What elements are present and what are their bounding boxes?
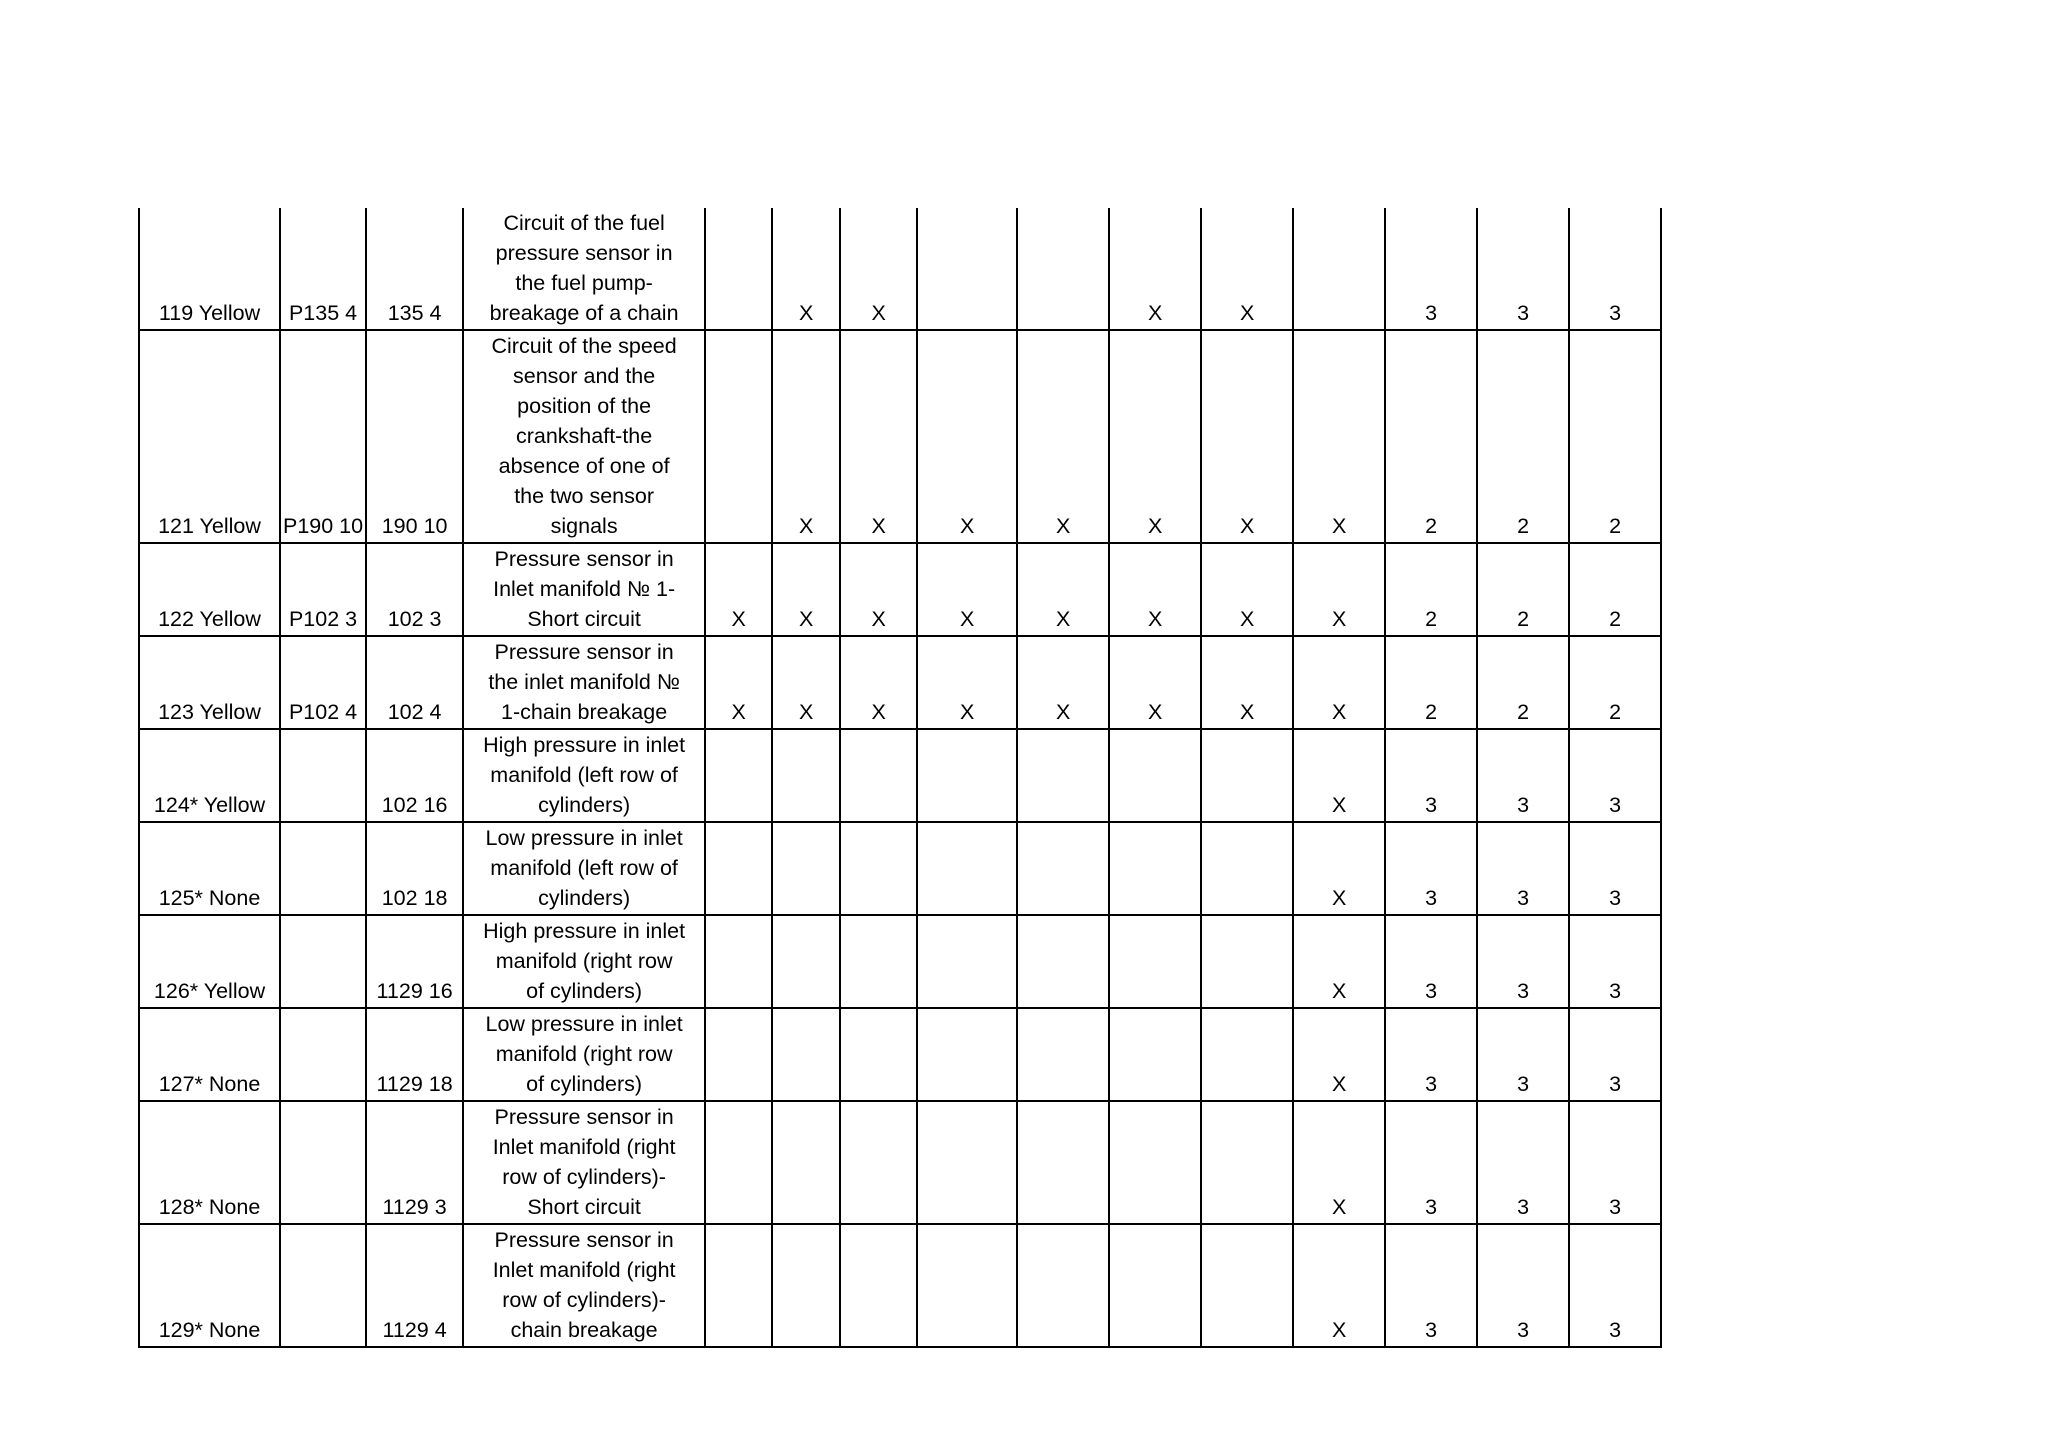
level-cell: 3 <box>1569 822 1661 915</box>
spn-cell: 102 18 <box>366 822 463 915</box>
level-cell: 3 <box>1569 1224 1661 1347</box>
flag-cell: X <box>917 543 1017 636</box>
level-cell: 3 <box>1477 1224 1569 1347</box>
p-code-cell <box>280 1101 366 1224</box>
flag-cell <box>1109 729 1201 822</box>
flag-cell <box>917 915 1017 1008</box>
flag-cell <box>917 208 1017 330</box>
flag-cell <box>917 729 1017 822</box>
level-cell: 3 <box>1477 729 1569 822</box>
description-cell: Pressure sensor in Inlet manifold (right row of cylinders)- chain breakage <box>463 1224 705 1347</box>
flag-cell: X <box>1201 636 1293 729</box>
fault-code-cell: 129* None <box>139 1224 280 1347</box>
table-row <box>139 636 1661 729</box>
flag-cell: X <box>1109 330 1201 543</box>
flag-cell: X <box>1293 729 1385 822</box>
flag-cell: X <box>840 330 917 543</box>
flag-cell <box>772 1101 840 1224</box>
p-code-cell <box>280 822 366 915</box>
level-cell: 2 <box>1385 543 1477 636</box>
level-cell: 2 <box>1477 543 1569 636</box>
flag-cell <box>840 915 917 1008</box>
level-cell: 3 <box>1569 1101 1661 1224</box>
fault-code-cell: 124* Yellow <box>139 729 280 822</box>
level-cell: 3 <box>1385 208 1477 330</box>
flag-cell <box>705 330 772 543</box>
fault-code-cell: 123 Yellow <box>139 636 280 729</box>
flag-cell <box>1201 729 1293 822</box>
description-cell: Low pressure in inlet manifold (right row of cylinders) <box>463 1008 705 1101</box>
flag-cell <box>1017 1008 1109 1101</box>
level-cell: 3 <box>1569 1008 1661 1101</box>
p-code-cell <box>280 915 366 1008</box>
flag-cell <box>705 1101 772 1224</box>
flag-cell: X <box>1293 1101 1385 1224</box>
flag-cell: X <box>1017 636 1109 729</box>
flag-cell: X <box>840 208 917 330</box>
flag-cell <box>772 822 840 915</box>
description-cell: Circuit of the speed sensor and the position of the crankshaft-the absence of one of the two sensor signals <box>463 330 705 543</box>
flag-cell: X <box>1293 543 1385 636</box>
table-row <box>139 1101 1661 1224</box>
fault-code-cell: 126* Yellow <box>139 915 280 1008</box>
flag-cell <box>1109 1101 1201 1224</box>
flag-cell <box>772 915 840 1008</box>
flag-cell: X <box>840 636 917 729</box>
description-cell: Pressure sensor in Inlet manifold (right row of cylinders)- Short circuit <box>463 1101 705 1224</box>
level-cell: 3 <box>1385 822 1477 915</box>
flag-cell <box>917 822 1017 915</box>
level-cell: 3 <box>1569 915 1661 1008</box>
table-row <box>139 543 1661 636</box>
fault-code-cell: 119 Yellow <box>139 208 280 330</box>
level-cell: 2 <box>1569 636 1661 729</box>
table-row <box>139 729 1661 822</box>
flag-cell <box>1017 1101 1109 1224</box>
level-cell: 3 <box>1569 729 1661 822</box>
description-cell: High pressure in inlet manifold (right row of cylinders) <box>463 915 705 1008</box>
flag-cell <box>705 1008 772 1101</box>
flag-cell: X <box>1109 208 1201 330</box>
flag-cell <box>1109 1224 1201 1347</box>
level-cell: 3 <box>1477 915 1569 1008</box>
flag-cell: X <box>1293 1224 1385 1347</box>
level-cell: 2 <box>1569 543 1661 636</box>
spn-cell: 1129 18 <box>366 1008 463 1101</box>
flag-cell: X <box>705 543 772 636</box>
flag-cell <box>1109 915 1201 1008</box>
level-cell: 3 <box>1385 1008 1477 1101</box>
table-row <box>139 915 1661 1008</box>
flag-cell: X <box>1293 822 1385 915</box>
description-cell: Circuit of the fuel pressure sensor in the fuel pump- breakage of a chain <box>463 208 705 330</box>
spn-cell: 190 10 <box>366 330 463 543</box>
table-row <box>139 822 1661 915</box>
flag-cell: X <box>1293 636 1385 729</box>
flag-cell: X <box>1293 1008 1385 1101</box>
flag-cell <box>1017 208 1109 330</box>
description-cell: High pressure in inlet manifold (left row of cylinders) <box>463 729 705 822</box>
flag-cell: X <box>840 543 917 636</box>
flag-cell: X <box>1293 330 1385 543</box>
level-cell: 3 <box>1477 1008 1569 1101</box>
p-code-cell: P135 4 <box>280 208 366 330</box>
flag-cell <box>1201 1101 1293 1224</box>
flag-cell: X <box>772 636 840 729</box>
level-cell: 3 <box>1569 208 1661 330</box>
fault-code-cell: 122 Yellow <box>139 543 280 636</box>
table-row <box>139 208 1661 330</box>
flag-cell <box>840 1101 917 1224</box>
fault-code-cell: 125* None <box>139 822 280 915</box>
spn-cell: 1129 4 <box>366 1224 463 1347</box>
p-code-cell: P190 10 <box>280 330 366 543</box>
flag-cell <box>1201 822 1293 915</box>
description-cell: Pressure sensor in Inlet manifold № 1- Short circuit <box>463 543 705 636</box>
flag-cell: X <box>1201 543 1293 636</box>
table-row <box>139 330 1661 543</box>
flag-cell <box>705 729 772 822</box>
flag-cell <box>1017 1224 1109 1347</box>
flag-cell <box>840 1008 917 1101</box>
flag-cell: X <box>1109 543 1201 636</box>
flag-cell: X <box>1109 636 1201 729</box>
spn-cell: 135 4 <box>366 208 463 330</box>
spn-cell: 1129 3 <box>366 1101 463 1224</box>
p-code-cell <box>280 1224 366 1347</box>
flag-cell <box>840 822 917 915</box>
flag-cell <box>1017 822 1109 915</box>
level-cell: 3 <box>1477 208 1569 330</box>
flag-cell <box>772 1224 840 1347</box>
flag-cell: X <box>1201 330 1293 543</box>
level-cell: 3 <box>1477 822 1569 915</box>
flag-cell: X <box>1201 208 1293 330</box>
level-cell: 3 <box>1477 1101 1569 1224</box>
p-code-cell: P102 4 <box>280 636 366 729</box>
flag-cell <box>917 1008 1017 1101</box>
flag-cell <box>917 1101 1017 1224</box>
flag-cell <box>840 729 917 822</box>
flag-cell <box>705 208 772 330</box>
fault-code-cell: 121 Yellow <box>139 330 280 543</box>
flag-cell: X <box>917 636 1017 729</box>
flag-cell: X <box>772 208 840 330</box>
flag-cell <box>705 822 772 915</box>
flag-cell: X <box>705 636 772 729</box>
p-code-cell: P102 3 <box>280 543 366 636</box>
flag-cell <box>1293 208 1385 330</box>
table-row <box>139 1008 1661 1101</box>
fault-code-table <box>138 208 1662 1348</box>
fault-code-cell: 128* None <box>139 1101 280 1224</box>
flag-cell <box>1201 1224 1293 1347</box>
level-cell: 2 <box>1477 330 1569 543</box>
level-cell: 2 <box>1385 330 1477 543</box>
flag-cell: X <box>1017 543 1109 636</box>
flag-cell <box>1109 822 1201 915</box>
flag-cell: X <box>1017 330 1109 543</box>
flag-cell <box>705 1224 772 1347</box>
level-cell: 3 <box>1385 1101 1477 1224</box>
flag-cell <box>1201 1008 1293 1101</box>
flag-cell <box>1017 729 1109 822</box>
level-cell: 2 <box>1385 636 1477 729</box>
flag-cell <box>772 1008 840 1101</box>
p-code-cell <box>280 1008 366 1101</box>
description-cell: Low pressure in inlet manifold (left row of cylinders) <box>463 822 705 915</box>
flag-cell: X <box>1293 915 1385 1008</box>
flag-cell: X <box>772 330 840 543</box>
flag-cell <box>917 1224 1017 1347</box>
flag-cell <box>1109 1008 1201 1101</box>
spn-cell: 102 16 <box>366 729 463 822</box>
spn-cell: 102 4 <box>366 636 463 729</box>
flag-cell <box>840 1224 917 1347</box>
flag-cell <box>1201 915 1293 1008</box>
level-cell: 2 <box>1569 330 1661 543</box>
p-code-cell <box>280 729 366 822</box>
level-cell: 3 <box>1385 729 1477 822</box>
flag-cell: X <box>917 330 1017 543</box>
level-cell: 3 <box>1385 915 1477 1008</box>
description-cell: Pressure sensor in the inlet manifold № 1-chain breakage <box>463 636 705 729</box>
flag-cell <box>705 915 772 1008</box>
level-cell: 2 <box>1477 636 1569 729</box>
spn-cell: 102 3 <box>366 543 463 636</box>
fault-code-cell: 127* None <box>139 1008 280 1101</box>
spn-cell: 1129 16 <box>366 915 463 1008</box>
flag-cell: X <box>772 543 840 636</box>
flag-cell <box>772 729 840 822</box>
flag-cell <box>1017 915 1109 1008</box>
level-cell: 3 <box>1385 1224 1477 1347</box>
table-row <box>139 1224 1661 1347</box>
